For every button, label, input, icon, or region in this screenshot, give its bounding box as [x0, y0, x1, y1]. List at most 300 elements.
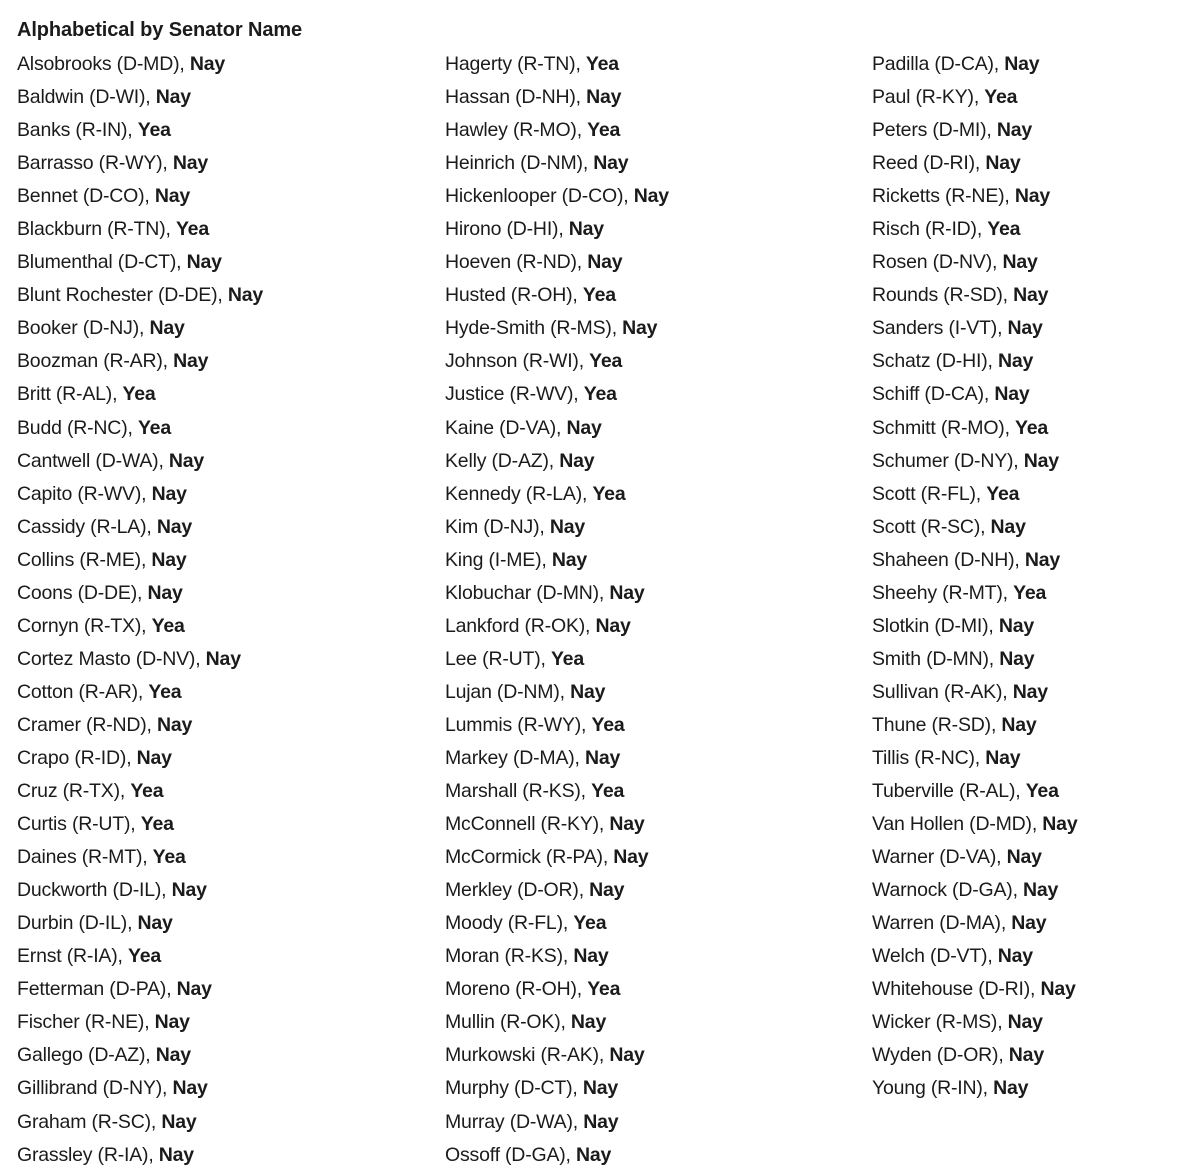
senator-vote-item: [445, 214, 669, 247]
senator-name: Cassidy (R-LA),: [17, 515, 157, 538]
senator-name: Thune (R-SD),: [872, 713, 1002, 736]
vote-value: Yea: [587, 119, 621, 142]
senator-name: Curtis (R-UT),: [17, 813, 141, 836]
vote-value: Nay: [1040, 978, 1076, 1001]
vote-value: Nay: [156, 515, 193, 538]
vote-value: Nay: [566, 416, 602, 439]
senator-vote-item: [17, 479, 263, 512]
vote-value: Nay: [587, 251, 623, 274]
senator-vote-item: [872, 446, 1077, 479]
vote-value: Nay: [609, 1044, 645, 1067]
senator-name: Slotkin (D-MI),: [872, 614, 999, 637]
vote-value: Yea: [591, 713, 625, 736]
senator-vote-item: [17, 545, 263, 578]
senator-vote-item: [872, 115, 1077, 148]
senator-name: Scott (R-FL),: [872, 482, 987, 505]
senator-vote-item: [17, 677, 263, 710]
senator-vote-item: [872, 776, 1077, 809]
vote-value: Yea: [122, 383, 156, 406]
vote-value: Yea: [591, 780, 625, 803]
senator-name: Baldwin (D-WI),: [17, 86, 156, 109]
senator-name: Coons (D-DE),: [17, 581, 148, 604]
senator-name: Young (R-IN),: [872, 1077, 994, 1100]
vote-value: Nay: [570, 680, 606, 703]
senator-vote-item: [445, 545, 669, 578]
senator-vote-item: [17, 743, 263, 776]
senator-vote-item: [17, 974, 263, 1007]
senator-vote-item: [17, 842, 263, 875]
senator-vote-item: [445, 644, 669, 677]
vote-value: Yea: [140, 813, 174, 836]
vote-value: Yea: [137, 119, 171, 142]
senator-name: Sheehy (R-MT),: [872, 581, 1014, 604]
senator-name: Duckworth (D-IL),: [17, 879, 172, 902]
vote-value: Nay: [1023, 449, 1059, 472]
senator-name: Rounds (R-SD),: [872, 284, 1014, 307]
vote-value: Yea: [984, 86, 1018, 109]
senator-name: Justice (R-WV),: [445, 383, 584, 406]
vote-value: Nay: [585, 746, 621, 769]
senator-name: Kim (D-NJ),: [445, 515, 550, 538]
senator-name: Crapo (R-ID),: [17, 746, 137, 769]
vote-value: Nay: [998, 614, 1034, 637]
senator-vote-item: [872, 280, 1077, 313]
senator-column-2: [445, 49, 669, 1173]
senator-vote-item: [872, 710, 1077, 743]
senator-vote-item: [872, 346, 1077, 379]
senator-name: Heinrich (D-NM),: [445, 152, 594, 175]
vote-value: Nay: [582, 1077, 619, 1100]
senator-name: Peters (D-MI),: [872, 119, 997, 142]
senator-name: Cortez Masto (D-NV),: [17, 647, 206, 670]
vote-value: Nay: [151, 482, 187, 505]
senator-vote-item: [17, 809, 263, 842]
senator-name: Warnock (D-GA),: [872, 879, 1024, 902]
vote-value: Nay: [613, 846, 649, 869]
senator-name: Risch (R-ID),: [872, 218, 988, 241]
senator-vote-item: [445, 875, 669, 908]
senator-vote-item: [445, 941, 669, 974]
senator-name: Scott (R-SC),: [872, 515, 991, 538]
vote-value: Yea: [137, 416, 171, 439]
senator-name: Cornyn (R-TX),: [17, 614, 152, 637]
senator-name: Britt (R-AL),: [17, 383, 123, 406]
vote-value: Nay: [149, 317, 185, 340]
senator-column-1: [17, 49, 263, 1173]
vote-value: Nay: [172, 1077, 208, 1100]
vote-value: Nay: [583, 1110, 619, 1133]
senator-vote-item: [17, 346, 263, 379]
senator-name: Fetterman (D-PA),: [17, 978, 177, 1001]
senator-vote-item: [17, 148, 263, 181]
senator-vote-item: [872, 181, 1077, 214]
vote-value: Nay: [1007, 1011, 1043, 1034]
senator-name: Lummis (R-WY),: [445, 713, 592, 736]
vote-value: Nay: [171, 879, 207, 902]
senator-name: Hoeven (R-ND),: [445, 251, 588, 274]
vote-value: Yea: [592, 482, 626, 505]
vote-value: Yea: [587, 978, 621, 1001]
vote-value: Nay: [1023, 879, 1059, 902]
vote-value: Yea: [589, 350, 623, 373]
senator-vote-item: [17, 181, 263, 214]
vote-value: Nay: [996, 119, 1033, 142]
vote-value: Yea: [583, 383, 617, 406]
senator-vote-item: [17, 512, 263, 545]
senator-vote-item: [872, 148, 1077, 181]
vote-value: Nay: [156, 713, 193, 736]
vote-value: Nay: [227, 284, 264, 307]
senator-name: Grassley (R-IA),: [17, 1143, 159, 1166]
vote-value: Nay: [985, 746, 1021, 769]
senator-vote-item: [872, 578, 1077, 611]
vote-value: Nay: [176, 978, 212, 1001]
senator-name: Husted (R-OH),: [445, 284, 583, 307]
senator-name: Schmitt (R-MO),: [872, 416, 1016, 439]
senator-vote-item: [445, 743, 669, 776]
senator-vote-item: [17, 776, 263, 809]
senator-name: Booker (D-NJ),: [17, 317, 150, 340]
senator-vote-item: [17, 1140, 263, 1173]
vote-value: Yea: [986, 482, 1020, 505]
senator-vote-item: [872, 743, 1077, 776]
vote-value: Yea: [585, 53, 619, 75]
vote-value: Nay: [168, 449, 205, 472]
senator-vote-item: [445, 1073, 669, 1106]
vote-value: Nay: [155, 1044, 191, 1067]
vote-value: Nay: [1008, 1044, 1044, 1067]
senator-vote-item: [17, 49, 263, 82]
senator-vote-item: [872, 313, 1077, 346]
senator-name: Schumer (D-NY),: [872, 449, 1024, 472]
senator-name: Barrasso (R-WY),: [17, 152, 173, 175]
senator-name: King (I-ME),: [445, 548, 552, 571]
senator-vote-item: [445, 512, 669, 545]
vote-value: Nay: [1006, 846, 1042, 869]
vote-value: Yea: [148, 680, 182, 703]
senator-vote-item: [17, 115, 263, 148]
vote-value: Yea: [582, 284, 616, 307]
senator-vote-item: [445, 82, 669, 115]
vote-value: Nay: [1012, 680, 1048, 703]
senator-name: Cramer (R-ND),: [17, 713, 157, 736]
senator-vote-item: [872, 512, 1077, 545]
vote-value: Nay: [1004, 53, 1040, 75]
vote-value: Nay: [158, 1143, 194, 1166]
vote-value: Nay: [137, 912, 173, 935]
vote-value: Yea: [1025, 780, 1059, 803]
vote-value: Yea: [130, 780, 164, 803]
senator-vote-item: [17, 1073, 263, 1106]
vote-value: Nay: [1001, 713, 1037, 736]
vote-value: Nay: [993, 1077, 1029, 1100]
vote-value: Yea: [127, 945, 161, 968]
vote-value: Nay: [595, 614, 631, 637]
senator-name: Cotton (R-AR),: [17, 680, 149, 703]
vote-value: Nay: [155, 86, 191, 109]
vote-value: Nay: [589, 879, 625, 902]
senator-name: Lankford (R-OK),: [445, 614, 596, 637]
senator-vote-item: [17, 875, 263, 908]
senator-name: Kaine (D-VA),: [445, 416, 567, 439]
senator-name: Moody (R-FL),: [445, 912, 574, 935]
senator-name: Hyde-Smith (R-MS),: [445, 317, 623, 340]
vote-value: Nay: [999, 647, 1035, 670]
senator-name: Whitehouse (D-RI),: [872, 978, 1041, 1001]
senator-vote-item: [445, 1140, 669, 1173]
senator-vote-item: [445, 181, 669, 214]
senator-name: Van Hollen (D-MD),: [872, 813, 1043, 836]
senator-vote-item: [17, 710, 263, 743]
senator-vote-item: [17, 247, 263, 280]
senator-name: Reed (D-RI),: [872, 152, 986, 175]
senator-name: Cantwell (D-WA),: [17, 449, 169, 472]
senator-name: McConnell (R-KY),: [445, 813, 610, 836]
senator-name: Wicker (R-MS),: [872, 1011, 1008, 1034]
senator-vote-item: [445, 280, 669, 313]
senator-name: Welch (D-VT),: [872, 945, 998, 968]
senator-vote-item: [872, 677, 1077, 710]
vote-value: Nay: [1013, 284, 1049, 307]
senator-name: Murray (D-WA),: [445, 1110, 584, 1133]
senator-vote-item: [17, 941, 263, 974]
senator-vote-item: [17, 82, 263, 115]
senator-name: Collins (R-ME),: [17, 548, 152, 571]
senator-vote-item: [872, 214, 1077, 247]
senator-vote-item: [445, 479, 669, 512]
senator-vote-item: [445, 578, 669, 611]
senator-name: Bennet (D-CO),: [17, 185, 155, 208]
senator-vote-item: [872, 941, 1077, 974]
senator-vote-item: [17, 313, 263, 346]
senator-name: Blunt Rochester (D-DE),: [17, 284, 228, 307]
senator-vote-item: [445, 776, 669, 809]
vote-value: Nay: [173, 350, 209, 373]
senator-name: Fischer (R-NE),: [17, 1011, 155, 1034]
vote-value: Nay: [1024, 548, 1061, 571]
senator-name: Hirono (D-HI),: [445, 218, 569, 241]
senator-name: Murphy (D-CT),: [445, 1077, 583, 1100]
senator-vote-item: [17, 280, 263, 313]
senator-name: Johnson (R-WI),: [445, 350, 590, 373]
vote-value: Nay: [136, 746, 172, 769]
senator-name: Smith (D-MN),: [872, 647, 1000, 670]
senator-name: Sullivan (R-AK),: [872, 680, 1013, 703]
senator-name: Gillibrand (D-NY),: [17, 1077, 173, 1100]
vote-value: Nay: [997, 350, 1034, 373]
senator-vote-item: [445, 413, 669, 446]
senator-vote-item: [872, 82, 1077, 115]
senator-name: Tillis (R-NC),: [872, 746, 986, 769]
senator-vote-item: [872, 545, 1077, 578]
vote-value: Nay: [189, 53, 225, 75]
senator-name: Markey (D-MA),: [445, 746, 585, 769]
senator-name: Padilla (D-CA),: [872, 53, 1005, 75]
vote-value: Nay: [161, 1110, 197, 1133]
senator-vote-item: [445, 611, 669, 644]
senator-vote-item: [17, 1007, 263, 1040]
vote-value: Nay: [151, 548, 187, 571]
senator-name: Sanders (I-VT),: [872, 317, 1008, 340]
senator-name: Daines (R-MT),: [17, 846, 153, 869]
senator-name: Capito (R-WV),: [17, 482, 152, 505]
senator-name: Warren (D-MA),: [872, 912, 1012, 935]
vote-value: Nay: [559, 449, 595, 472]
senator-name: Paul (R-KY),: [872, 86, 985, 109]
vote-value: Nay: [994, 383, 1030, 406]
senator-name: Lee (R-UT),: [445, 647, 551, 670]
senator-vote-item: [17, 379, 263, 412]
senator-vote-item: [872, 875, 1077, 908]
senator-name: Kennedy (R-LA),: [445, 482, 593, 505]
senator-name: Hagerty (R-TN),: [445, 53, 586, 75]
vote-value: Yea: [175, 218, 209, 241]
senator-name: Kelly (D-AZ),: [445, 449, 560, 472]
senator-vote-item: [17, 644, 263, 677]
senator-vote-item: [445, 1107, 669, 1140]
vote-value: Nay: [568, 218, 604, 241]
senator-vote-item: [445, 115, 669, 148]
senator-name: Moreno (R-OH),: [445, 978, 588, 1001]
vote-value: Nay: [186, 251, 222, 274]
senator-name: Warner (D-VA),: [872, 846, 1007, 869]
senator-name: Blackburn (R-TN),: [17, 218, 176, 241]
senator-vote-item: [445, 677, 669, 710]
senator-name: Durbin (D-IL),: [17, 912, 138, 935]
senator-vote-item: [17, 611, 263, 644]
senator-vote-item: [872, 611, 1077, 644]
senator-name: Rosen (D-NV),: [872, 251, 1003, 274]
vote-value: Nay: [997, 945, 1033, 968]
senator-vote-item: [872, 1073, 1077, 1106]
senator-vote-item: [17, 446, 263, 479]
vote-value: Yea: [1015, 416, 1049, 439]
senator-vote-item: [872, 1007, 1077, 1040]
vote-value: Nay: [549, 515, 586, 538]
senator-name: Alsobrooks (D-MD),: [17, 53, 190, 75]
senator-vote-item: [872, 974, 1077, 1007]
senator-vote-item: [872, 247, 1077, 280]
vote-value: Nay: [573, 945, 609, 968]
senator-name: Marshall (R-KS),: [445, 780, 592, 803]
vote-value: Nay: [154, 1011, 190, 1034]
senator-vote-item: [445, 908, 669, 941]
senator-name: Graham (R-SC),: [17, 1110, 162, 1133]
senator-vote-item: [445, 974, 669, 1007]
senator-name: Wyden (D-OR),: [872, 1044, 1009, 1067]
vote-value: Yea: [987, 218, 1021, 241]
vote-value: Nay: [551, 548, 588, 571]
senator-vote-item: [872, 413, 1077, 446]
senator-name: Ricketts (R-NE),: [872, 185, 1015, 208]
senator-vote-item: [872, 49, 1077, 82]
vote-value: Nay: [622, 317, 658, 340]
senator-name: Schiff (D-CA),: [872, 383, 995, 406]
senator-name: Moran (R-KS),: [445, 945, 574, 968]
senator-name: Boozman (R-AR),: [17, 350, 174, 373]
senator-name: Klobuchar (D-MN),: [445, 581, 610, 604]
senator-vote-item: [17, 1040, 263, 1073]
vote-value: Nay: [990, 515, 1026, 538]
senator-vote-item: [445, 446, 669, 479]
senator-name: Murkowski (R-AK),: [445, 1044, 610, 1067]
senator-name: Mullin (R-OK),: [445, 1011, 571, 1034]
senator-name: Gallego (D-AZ),: [17, 1044, 156, 1067]
vote-value: Nay: [985, 152, 1021, 175]
senator-name: Schatz (D-HI),: [872, 350, 998, 373]
vote-value: Nay: [1014, 185, 1051, 208]
senator-vote-item: [445, 379, 669, 412]
senator-column-3: [872, 49, 1077, 1107]
senator-name: Cruz (R-TX),: [17, 780, 131, 803]
senator-name: Budd (R-NC),: [17, 416, 138, 439]
senator-name: Shaheen (D-NH),: [872, 548, 1025, 571]
senator-vote-item: [872, 379, 1077, 412]
senator-vote-item: [445, 49, 669, 82]
vote-value: Nay: [1042, 813, 1078, 836]
senator-vote-item: [445, 842, 669, 875]
vote-value: Nay: [609, 813, 645, 836]
senator-name: Blumenthal (D-CT),: [17, 251, 187, 274]
senator-vote-item: [872, 1040, 1077, 1073]
senator-vote-item: [17, 1107, 263, 1140]
vote-value: Nay: [154, 185, 191, 208]
vote-value: Yea: [550, 647, 584, 670]
senator-vote-item: [445, 313, 669, 346]
senator-vote-item: [17, 908, 263, 941]
senator-vote-item: [17, 214, 263, 247]
vote-value: Yea: [1013, 581, 1047, 604]
vote-value: Nay: [586, 86, 622, 109]
senator-vote-item: [445, 710, 669, 743]
senator-name: Lujan (D-NM),: [445, 680, 571, 703]
senator-name: Hickenlooper (D-CO),: [445, 185, 634, 208]
senator-name: Hassan (D-NH),: [445, 86, 587, 109]
senator-name: Ernst (R-IA),: [17, 945, 128, 968]
senator-vote-item: [872, 842, 1077, 875]
senator-name: Tuberville (R-AL),: [872, 780, 1026, 803]
vote-value: Nay: [633, 185, 669, 208]
vote-value: Nay: [1002, 251, 1038, 274]
senator-vote-item: [17, 578, 263, 611]
senator-vote-item: [445, 148, 669, 181]
vote-value: Yea: [152, 846, 186, 869]
senator-vote-item: [445, 809, 669, 842]
senator-vote-item: [872, 908, 1077, 941]
senator-vote-item: [445, 247, 669, 280]
senator-vote-item: [872, 479, 1077, 512]
vote-value: Nay: [205, 647, 241, 670]
vote-value: Yea: [151, 614, 185, 637]
vote-value: Nay: [172, 152, 209, 175]
senator-vote-item: [872, 644, 1077, 677]
senator-vote-item: [17, 413, 263, 446]
vote-value: Nay: [1011, 912, 1047, 935]
vote-value: Nay: [593, 152, 629, 175]
list-heading: Alphabetical by Senator Name: [17, 19, 303, 41]
vote-value: Nay: [570, 1011, 607, 1034]
vote-value: Nay: [1007, 317, 1043, 340]
senator-vote-item: [445, 1007, 669, 1040]
senator-name: Ossoff (D-GA),: [445, 1143, 576, 1166]
vote-value: Nay: [147, 581, 183, 604]
senator-vote-item: [445, 346, 669, 379]
senator-vote-item: [872, 809, 1077, 842]
senator-name: Banks (R-IN),: [17, 119, 138, 142]
senator-name: Hawley (R-MO),: [445, 119, 588, 142]
vote-value: Nay: [576, 1143, 612, 1166]
senator-name: Merkley (D-OR),: [445, 879, 590, 902]
